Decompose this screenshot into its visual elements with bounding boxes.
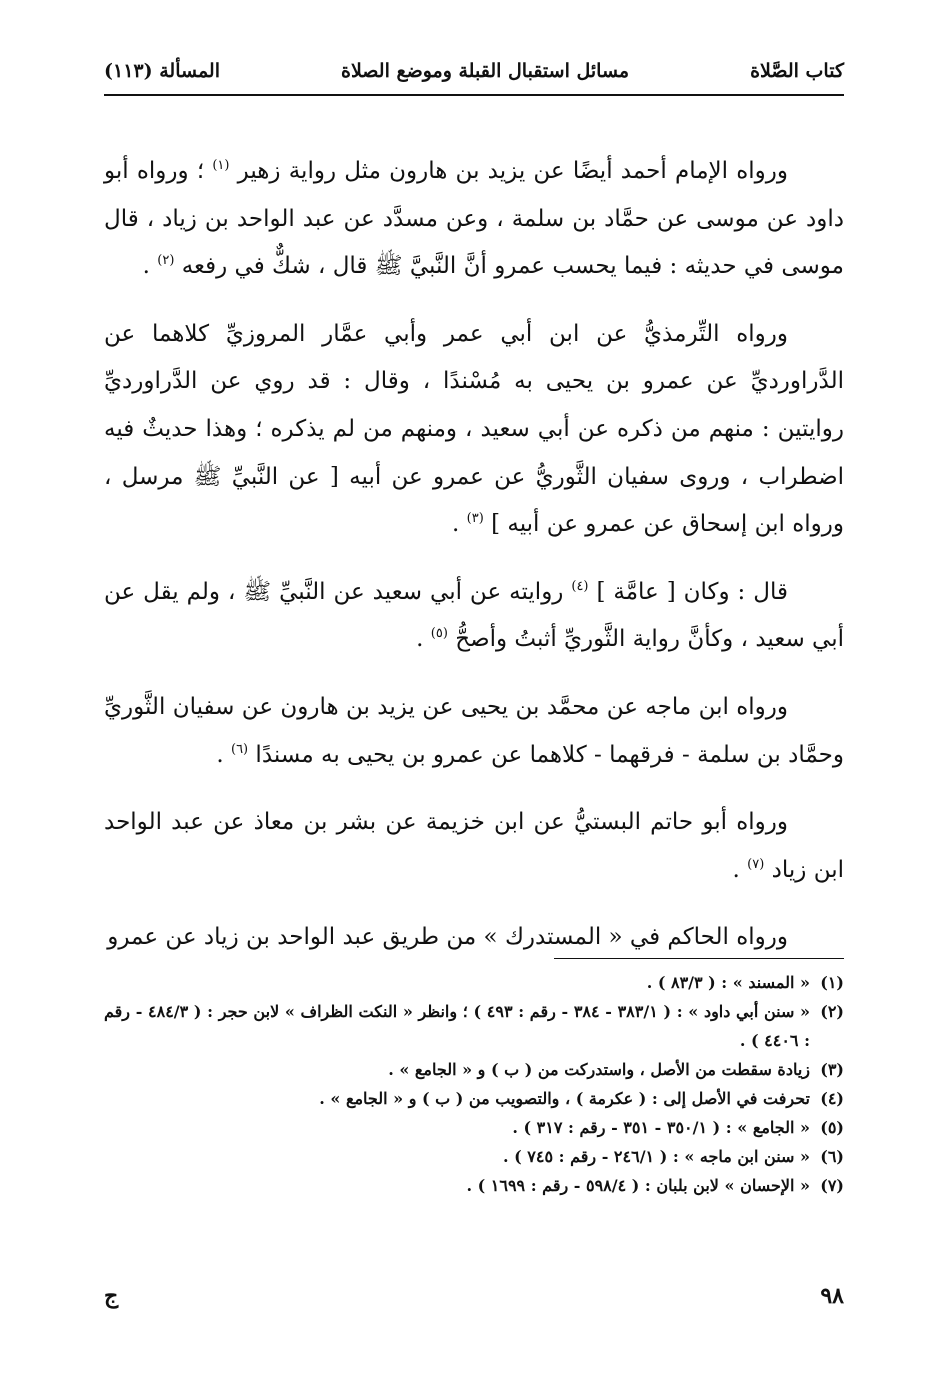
paragraph-text: قال : وكان [ عامَّة ] $^{(٤)}$ روايته عن أبي سعيد عن النَّبيِّ ﷺ ، ولم يقل عن أبي سعيد ، وكأنَّ رواية الثَّوريِّ أثبتُ وأصحُّ $^{(٥)}$ .: [104, 578, 844, 653]
footnote-divider: [554, 958, 844, 959]
footnote-ref: (٤): [571, 578, 589, 594]
footnote-ref: (٧): [747, 856, 765, 872]
paragraph-text: ورواه الحاكم في « المستدرك » من طريق عبد الواحد بن زياد عن عمرو: [107, 924, 788, 951]
paragraph-text: ورواه ابن ماجه عن محمَّد بن يحيى عن يزيد بن هارون عن سفيان الثَّوريِّ وحمَّاد بن سلمة - فرقهما - كلاهما عن عمرو بن يحيى به مسندًا $^{(٦)}$ .: [104, 693, 844, 768]
paragraph: [104, 148, 844, 291]
paragraph: [104, 569, 844, 664]
footnote-number: (٣): [820, 1060, 844, 1079]
main-text: [104, 148, 844, 962]
running-header: [104, 54, 844, 88]
footnote-text: « الإحسان » لابن بلبان : ( ٥٩٨/٤ - رقم : ١٦٩٩ ) .: [466, 1176, 810, 1195]
paragraph: [104, 311, 844, 549]
footnote: [104, 1084, 844, 1113]
footnote-ref: (٣): [466, 511, 484, 527]
footnote-text: « سنن ابن ماجه » : ( ٢٤٦/١ - رقم : ٧٤٥ ) .: [502, 1147, 810, 1166]
footnotes: [104, 968, 844, 1200]
page-number: ٩٨: [820, 1283, 844, 1309]
paragraph-text: ورواه التِّرمذيُّ عن ابن أبي عمر وأبي عمَّار المروزيِّ كلاهما عن الدَّراورديِّ عن عمرو بن يحيى به مُسْندًا ، وقال : قد روي عن الدَّراورديِّ روايتين : منهم من ذكره عن أبي سعيد ، ومنهم من لم يذكره ؛ وهذا حديثٌ فيه اضطراب ، وروى سفيان الثَّوريُّ عن عمرو عن أبيه [ عن النَّبيِّ ﷺ مرسل ، ورواه ابن إسحاق عن عمرو عن أبيه ] $^{(٣)}$ .: [104, 320, 844, 538]
footnote: [104, 1171, 844, 1200]
footnote-ref: (٢): [157, 253, 175, 269]
footnote: [104, 1142, 844, 1171]
issue-label: المسألة (١١٣): [104, 60, 220, 82]
footnote-number: (٤): [820, 1089, 844, 1108]
footnote-number: (٥): [820, 1118, 844, 1137]
footnote-text: « المسند » : ( ٨٣/٣ ) .: [646, 973, 810, 992]
header-divider: [104, 94, 844, 96]
paragraph: [104, 914, 844, 962]
paragraph-text: ورواه الإمام أحمد أيضًا عن يزيد بن هارون مثل رواية زهير $^{(١)}$ ؛ ورواه أبو داود عن موسى عن حمَّاد بن سلمة ، وعن مسدَّد عن عبد الواحد بن زياد ، قال موسى في حديثه : فيما يحسب عمرو أنَّ النَّبيَّ ﷺ قال ، شكٌّ في رفعه $^{(٢)}$ .: [104, 158, 844, 280]
footnote: [104, 968, 844, 997]
footnote-ref: (١): [212, 158, 230, 173]
book-title: كتاب الصَّلاة: [750, 60, 844, 82]
footnote-text: « الجامع » : ( ٣٥٠/١ - ٣٥١ - رقم : ٣١٧ ) .: [512, 1118, 810, 1137]
footnote-ref: (٦): [230, 741, 249, 757]
volume-mark: ج: [104, 1283, 119, 1309]
footnote-text: « سنن أبي داود » : ( ٣٨٣/١ - ٣٨٤ - رقم : ٤٩٣ ) ؛ وانظر « النكت الظراف » لابن حجر : ( ٤٨٤/٣ - رقم : ٤٤٠٦ ) .: [104, 1002, 811, 1050]
footnote-number: (٦): [820, 1147, 844, 1166]
paragraph: [104, 799, 844, 894]
footnote-number: (١): [820, 973, 844, 992]
footnote-number: (٢): [820, 1002, 844, 1021]
footnote-number: (٧): [820, 1176, 844, 1195]
footnote: [104, 997, 844, 1055]
footnote-ref: (٥): [430, 626, 448, 642]
footnote-text: تحرفت في الأصل إلى : ( عكرمة ) ، والتصويب من ( ب ) و « الجامع » .: [319, 1089, 810, 1108]
paragraph-text: ورواه أبو حاتم البستيُّ عن ابن خزيمة عن بشر بن معاذ عن عبد الواحد ابن زياد $^{(٧)}$ .: [104, 809, 844, 883]
footnote: [104, 1113, 844, 1142]
paragraph: [104, 684, 844, 779]
footnote: [104, 1055, 844, 1084]
page-footer: [104, 1276, 844, 1316]
footnote-text: زيادة سقطت من الأصل ، واستدركت من ( ب ) و « الجامع » .: [388, 1060, 810, 1079]
chapter-title: مسائل استقبال القبلة وموضع الصلاة: [341, 60, 630, 82]
